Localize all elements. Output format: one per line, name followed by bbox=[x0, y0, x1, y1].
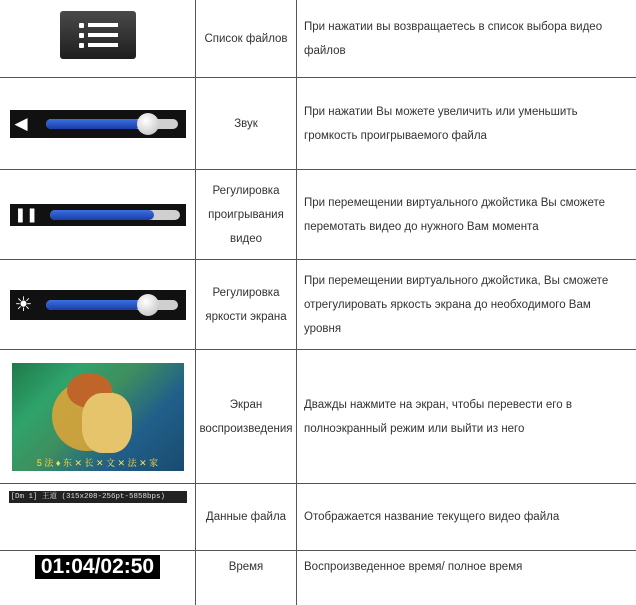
brightness-slider bbox=[10, 290, 186, 320]
table-row bbox=[0, 350, 636, 484]
slider-track bbox=[50, 210, 180, 220]
image-cell bbox=[0, 551, 196, 605]
element-name: Время bbox=[196, 551, 297, 605]
element-name: Регулировка яркости экрана bbox=[196, 260, 297, 350]
sun-icon: ☀ bbox=[15, 294, 33, 314]
element-name: Регулировка проигрывания видео bbox=[196, 170, 297, 260]
element-name: Экран воспроизведения bbox=[196, 350, 297, 484]
pause-icon: ❚❚ bbox=[15, 205, 38, 225]
table-row bbox=[0, 0, 636, 78]
list-icon bbox=[60, 11, 136, 59]
table-row bbox=[0, 170, 636, 260]
element-name: Звук bbox=[196, 78, 297, 170]
element-description: Воспроизведенное время/ полное время bbox=[297, 551, 636, 605]
image-cell bbox=[0, 260, 196, 350]
element-description: Дважды нажмите на экран, чтобы перевести его в полноэкранный режим или выйти из него bbox=[297, 350, 636, 484]
table-row bbox=[0, 484, 636, 551]
table-row bbox=[0, 78, 636, 170]
file-info-strip: [Dm 1] 王道 (315x208-256pt-5858bps) bbox=[9, 491, 187, 503]
slider-fill bbox=[46, 119, 141, 129]
slider-fill bbox=[46, 300, 141, 310]
screen-caption: 5 法 ♦ 东 ✕ 长 ✕ 文 ✕ 法 ✕ 家 bbox=[12, 455, 184, 471]
image-cell bbox=[0, 0, 196, 78]
image-cell bbox=[0, 170, 196, 260]
table-row bbox=[0, 260, 636, 350]
image-cell bbox=[0, 78, 196, 170]
element-description: При нажатии Вы можете увеличить или уменьшить громкость проигрываемого файла bbox=[297, 78, 636, 170]
image-cell bbox=[0, 484, 196, 551]
element-name: Список файлов bbox=[196, 0, 297, 78]
slider-knob bbox=[137, 294, 159, 316]
element-name: Данные файла bbox=[196, 484, 297, 551]
video-screen-thumbnail bbox=[12, 363, 184, 471]
image-cell bbox=[0, 350, 196, 484]
element-description: При нажатии вы возвращаетесь в список выбора видео файлов bbox=[297, 0, 636, 78]
slider-knob bbox=[137, 113, 159, 135]
element-description: При перемещении виртуального джойстика Вы сможете перемотать видео до нужного Вам момента bbox=[297, 170, 636, 260]
element-description: Отображается название текущего видео файла bbox=[297, 484, 636, 551]
volume-slider bbox=[10, 110, 186, 138]
seek-slider bbox=[10, 204, 186, 226]
time-display: 01:04/02:50 bbox=[35, 555, 160, 579]
speaker-icon: ◀︎ bbox=[15, 114, 28, 134]
slider-fill bbox=[50, 210, 154, 220]
element-description: При перемещении виртуального джойстика, Вы сможете отрегулировать яркость экрана до необходимого Вам уровня bbox=[297, 260, 636, 350]
table-row bbox=[0, 551, 636, 605]
